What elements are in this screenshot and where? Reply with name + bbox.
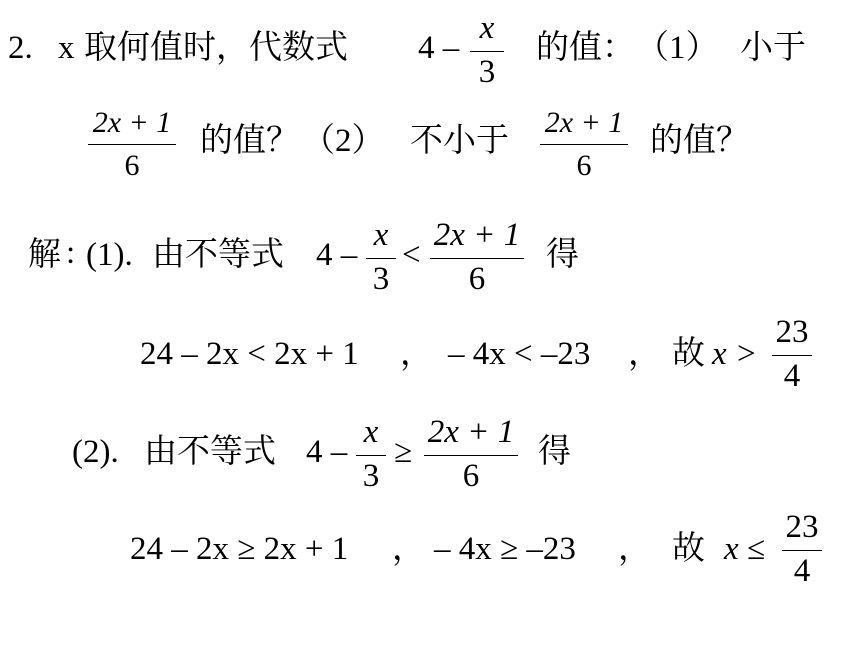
gu-text: 故 <box>672 531 705 567</box>
four-minus: 4 – <box>316 237 358 273</box>
part2-marker: (2). <box>72 434 119 470</box>
problem-line-1 <box>0 0 860 110</box>
separator-1: ， <box>400 336 433 372</box>
fraction-23-over-4 <box>772 316 812 393</box>
expr-prefix: 4 – <box>418 30 460 66</box>
part1-marker: (1). <box>86 237 133 273</box>
p1-step2: – 4x < –23 <box>448 336 591 372</box>
fraction-x-over-3 <box>356 416 386 493</box>
p2-result-lhs: x ≤ <box>724 531 766 567</box>
fraction-numerator: x <box>479 10 495 46</box>
problem-intro: 取何值时，代数式 <box>84 30 348 66</box>
solution-steps-2 <box>0 505 860 600</box>
separator-2: ， <box>618 531 651 567</box>
fraction-numerator: 2x + 1 <box>427 414 515 450</box>
problem-number: 2. <box>8 30 33 66</box>
p1-step1: 24 – 2x < 2x + 1 <box>140 336 359 372</box>
fraction-numerator: 2x + 1 <box>92 106 172 139</box>
fraction-numerator: 2x + 1 <box>433 217 521 253</box>
fraction-bar <box>356 455 386 456</box>
fraction-2x1-over-6 <box>430 219 524 296</box>
value-question-text: 的值？ <box>200 123 299 159</box>
less-than-sign: < <box>402 237 421 273</box>
fraction-denominator: 3 <box>372 261 390 297</box>
fraction-bar <box>424 455 518 456</box>
from-inequality-text: 由不等式 <box>144 434 276 470</box>
fraction-numerator: 23 <box>785 509 819 545</box>
fraction-23-over-4 <box>782 511 822 588</box>
fraction-bar <box>430 258 524 259</box>
p2-step2: – 4x ≥ –23 <box>434 531 576 567</box>
fraction-numerator: x <box>373 217 389 253</box>
problem-variable: x <box>58 30 75 66</box>
fraction-2x1-over-6-b <box>540 108 628 181</box>
fraction-denominator: 6 <box>124 149 140 182</box>
fraction-numerator: x <box>363 414 379 450</box>
fraction-numerator: 2x + 1 <box>544 106 624 139</box>
fraction-denominator: 4 <box>793 553 811 589</box>
p1-result-lhs: x > <box>712 336 758 372</box>
fraction-denominator: 6 <box>576 149 592 182</box>
fraction-2x1-over-6 <box>88 108 176 181</box>
p2-step1: 24 – 2x ≥ 2x + 1 <box>130 531 349 567</box>
fraction-bar <box>88 144 176 145</box>
solution-line-1 <box>0 215 860 305</box>
fraction-denominator: 3 <box>362 458 380 494</box>
separator-2: ， <box>628 336 661 372</box>
fraction-denominator: 4 <box>783 358 801 394</box>
separator-1: ， <box>392 531 425 567</box>
fraction-denominator: 6 <box>468 261 486 297</box>
fraction-bar <box>772 355 812 356</box>
fraction-bar <box>540 144 628 145</box>
solution-steps-1 <box>0 310 860 400</box>
fraction-bar <box>366 258 396 259</box>
solution-colon: : <box>66 235 76 271</box>
gu-text: 故 <box>672 336 705 372</box>
fraction-bar <box>470 51 504 52</box>
value-of-text: 的值： <box>536 30 635 66</box>
fraction-x-over-3 <box>366 219 396 296</box>
de-text: 得 <box>546 237 579 273</box>
q1-text: 小于 <box>740 30 806 66</box>
q2-marker: （2） <box>302 123 385 159</box>
solution-line-2 <box>0 410 860 500</box>
fraction-bar <box>782 550 822 551</box>
fraction-numerator: 23 <box>775 314 809 350</box>
q2-text: 不小于 <box>410 123 509 159</box>
solution-label: 解 <box>28 237 61 273</box>
q1-marker: （1） <box>636 30 719 66</box>
greater-equal-sign: ≥ <box>394 434 413 470</box>
value-question-text-2: 的值？ <box>650 123 749 159</box>
fraction-denominator: 6 <box>462 458 480 494</box>
fraction-x-over-3 <box>470 12 504 89</box>
fraction-denominator: 3 <box>478 54 496 90</box>
four-minus: 4 – <box>306 434 348 470</box>
problem-line-2 <box>0 105 860 190</box>
de-text: 得 <box>538 434 571 470</box>
from-inequality-text: 由不等式 <box>152 237 284 273</box>
fraction-2x1-over-6 <box>424 416 518 493</box>
